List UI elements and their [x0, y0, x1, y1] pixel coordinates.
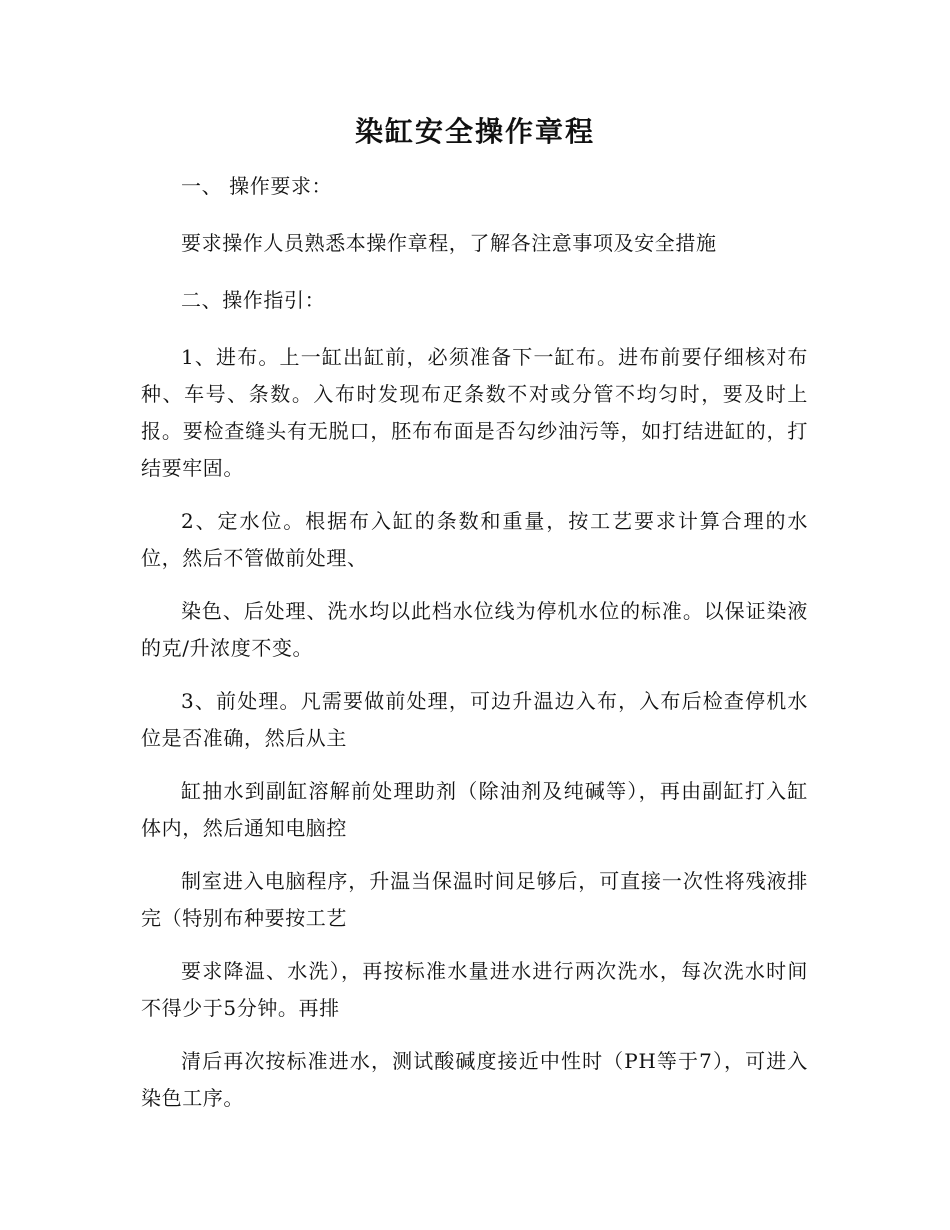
section-heading-requirements: 一、 操作要求： — [181, 174, 333, 198]
document-body — [141, 168, 808, 1133]
paragraph-step-2: 2、定水位。根据布入缸的条数和重量，按工艺要求计算合理的水位，然后不管做前处理、 — [141, 509, 808, 570]
paragraph-step-3-cont-3: 要求降温、水洗），再按标准水量进水进行两次洗水，每次洗水时间不得少于5分钟。再排 — [141, 959, 808, 1020]
paragraph-step-3-cont-1: 缸抽水到副缸溶解前处理助剂（除油剂及纯碱等），再由副缸打入缸体内，然后通知电脑控 — [141, 779, 808, 840]
paragraph-step-2-cont: 染色、后处理、洗水均以此档水位线为停机水位的标准。以保证染液的克/升浓度不变。 — [141, 599, 808, 660]
paragraph-step-3-cont-4: 清后再次按标准进水，测试酸碱度接近中性时（PH等于7），可进入染色工序。 — [141, 1049, 808, 1110]
paragraph-requirements: 要求操作人员熟悉本操作章程，了解各注意事项及安全措施 — [181, 231, 717, 255]
paragraph-step-1: 1、进布。上一缸出缸前，必须准备下一缸布。进布前要仔细核对布种、车号、条数。入布时发现布疋条数不对或分管不均匀时，要及时上报。要检查缝头有无脱口，胚布布面是否勾纱油污等，如打结进缸的，打结要牢固。 — [141, 345, 808, 480]
paragraph-step-3-cont-2: 制室进入电脑程序，升温当保温时间足够后，可直接一次性将残液排完（特别布种要按工艺 — [141, 869, 808, 930]
document-title: 染缸安全操作章程 — [354, 115, 595, 148]
paragraph-step-3: 3、前处理。凡需要做前处理，可边升温边入布，入布后检查停机水位是否准确，然后从主 — [141, 689, 808, 750]
section-heading-guidelines: 二、操作指引： — [181, 288, 326, 312]
